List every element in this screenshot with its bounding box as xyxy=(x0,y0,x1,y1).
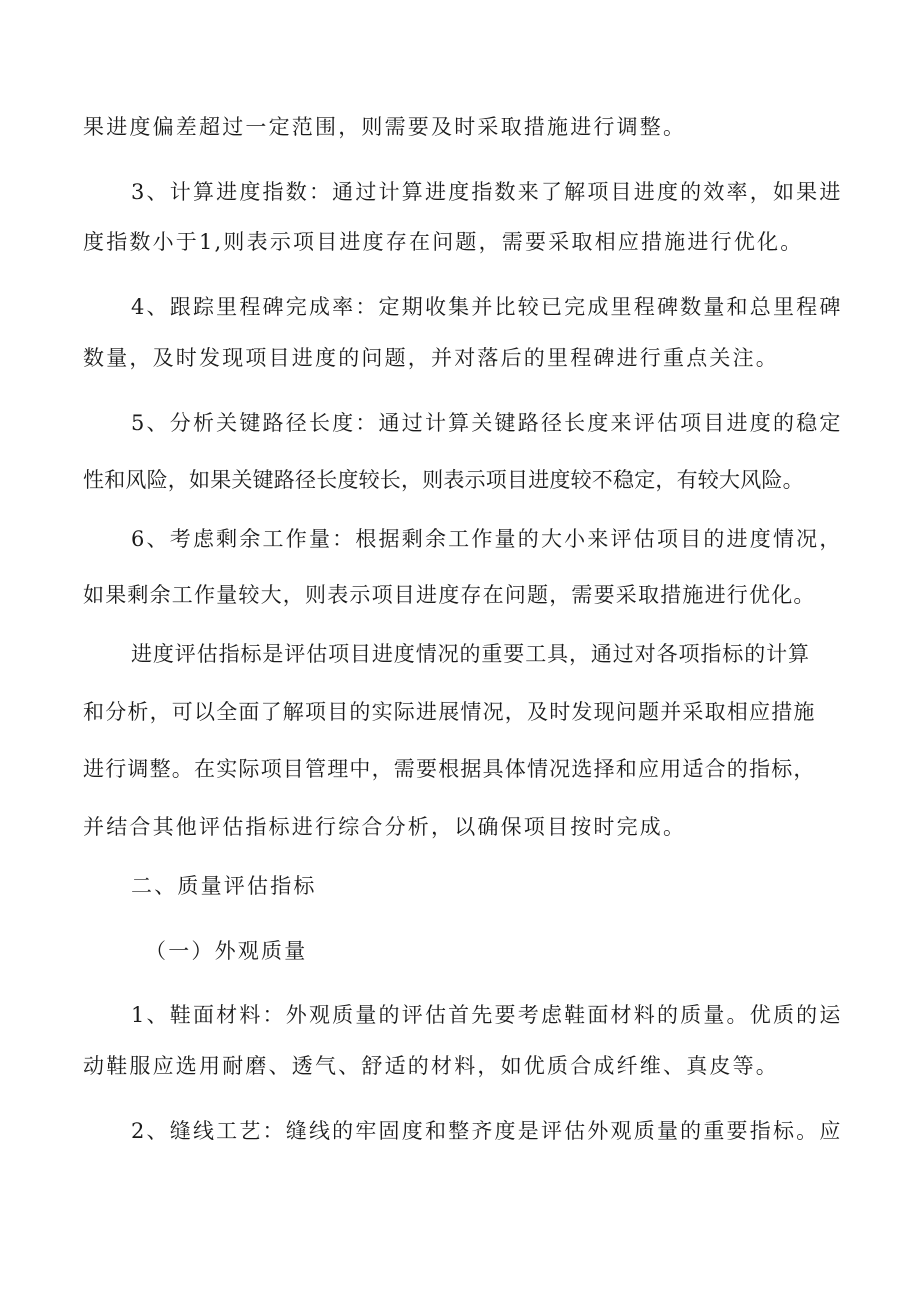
text-line: 性和风险，如果关键路径长度较长，则表示项目进度较不稳定，有较大风险。 xyxy=(83,468,804,492)
text-line: 数量，及时发现项目进度的问题，并对落后的里程碑进行重点关注。 xyxy=(83,346,779,370)
text-line: 3、计算进度指数：通过计算进度指数来了解项目进度的效率，如果进 xyxy=(131,180,843,204)
text-line: 4、跟踪里程碑完成率：定期收集并比较已完成里程碑数量和总里程碑 xyxy=(131,295,843,319)
section-heading: 二、质量评估指标 xyxy=(131,874,317,898)
text-line: 果进度偏差超过一定范围，则需要及时采取措施进行调整。 xyxy=(83,115,687,139)
text-line: 度指数小于1,则表示项目进度存在问题，需要采取相应措施进行优化。 xyxy=(83,230,804,254)
text-line: 1、鞋面材料：外观质量的评估首先要考虑鞋面材料的质量。优质的运 xyxy=(131,1003,843,1027)
text-line: 进度评估指标是评估项目进度情况的重要工具，通过对各项指标的计算 xyxy=(131,642,810,666)
text-line: 5、分析关键路径长度：通过计算关键路径长度来评估项目进度的稳定 xyxy=(131,411,843,435)
subsection-heading: （一）外观质量 xyxy=(145,939,308,963)
text-line: 6、考虑剩余工作量：根据剩余工作量的大小来评估项目的进度情况， xyxy=(131,527,843,551)
text-line: 2、缝线工艺：缝线的牢固度和整齐度是评估外观质量的重要指标。应 xyxy=(131,1119,843,1143)
text-line: 动鞋服应选用耐磨、透气、舒适的材料，如优质合成纤维、真皮等。 xyxy=(83,1054,779,1078)
text-line: 进行调整。在实际项目管理中，需要根据具体情况选择和应用适合的指标， xyxy=(83,757,816,781)
text-line: 并结合其他评估指标进行综合分析，以确保项目按时完成。 xyxy=(83,815,687,839)
text-line: 如果剩余工作量较大，则表示项目进度存在问题，需要采取措施进行优化。 xyxy=(83,583,816,607)
text-line: 和分析，可以全面了解项目的实际进展情况，及时发现问题并采取相应措施 xyxy=(83,700,816,724)
